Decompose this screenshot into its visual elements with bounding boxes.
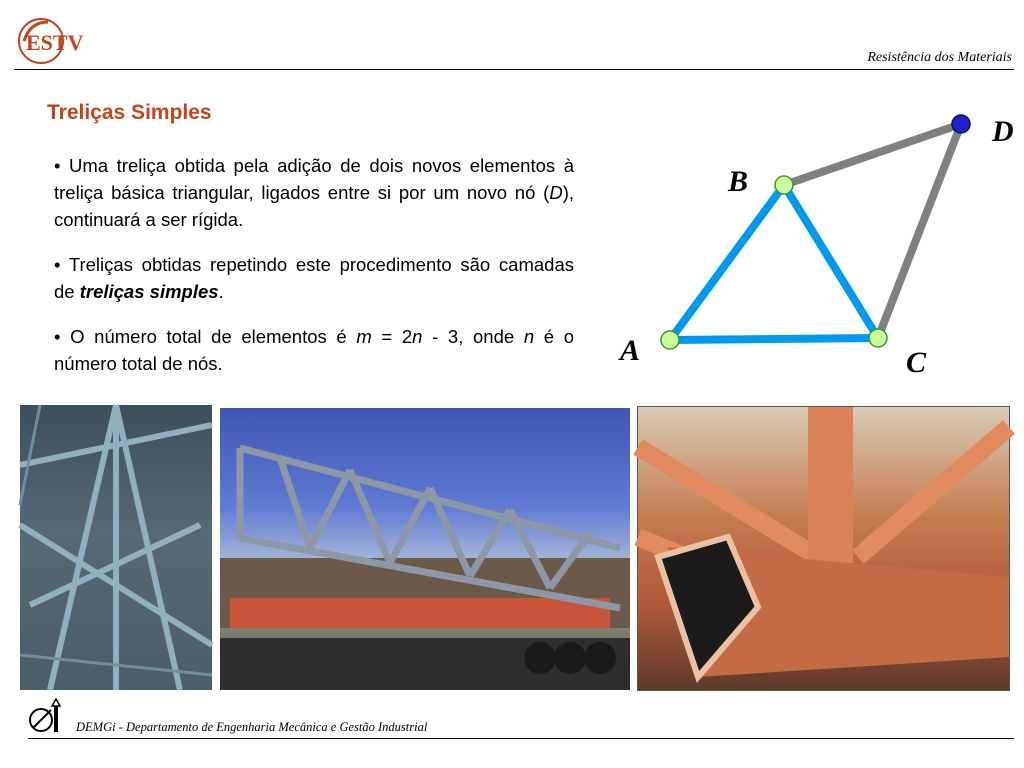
footer-divider (28, 738, 1014, 739)
member-CD (878, 124, 961, 338)
slide-title: Treliças Simples (47, 101, 212, 124)
logo-letters: ESTV (26, 30, 84, 55)
truss-photo-1 (20, 405, 212, 690)
node-D (952, 115, 970, 133)
header-title: Resistência dos Materiais (867, 50, 1012, 65)
bullet-1: • Uma treliça obtida pela adição de dois novos elementos à treliça básica triangular, ligados entre si por um novo nó (D), continuará a ser rígida. (54, 155, 574, 230)
node-C (869, 329, 887, 347)
truss-diagram (600, 100, 1024, 390)
estv-logo (10, 8, 84, 70)
node-label-A: A (620, 334, 641, 367)
truss-photo-2 (220, 408, 630, 690)
member-BC (784, 185, 878, 338)
bullet-3: • O número total de elementos é m = 2n - 3, onde n é o número total de nós. (54, 326, 575, 374)
bullet-list (54, 152, 574, 395)
footer-department: DEMGi - Departamento de Engenharia Mecânica e Gestão Industrial (76, 720, 428, 734)
header-divider (14, 69, 1014, 70)
member-BD (784, 124, 961, 185)
bullet-2: • Treliças obtidas repetindo este procedimento são camadas de treliças simples. (54, 254, 574, 302)
member-AB (670, 185, 784, 340)
node-B (775, 176, 793, 194)
node-label-D: D (992, 115, 1014, 148)
node-label-C: C (906, 346, 927, 379)
truss-photo-3 (637, 406, 1010, 691)
node-label-B: B (728, 165, 749, 198)
member-AC (670, 338, 878, 340)
demgi-logo (27, 698, 63, 734)
node-A (661, 331, 679, 349)
